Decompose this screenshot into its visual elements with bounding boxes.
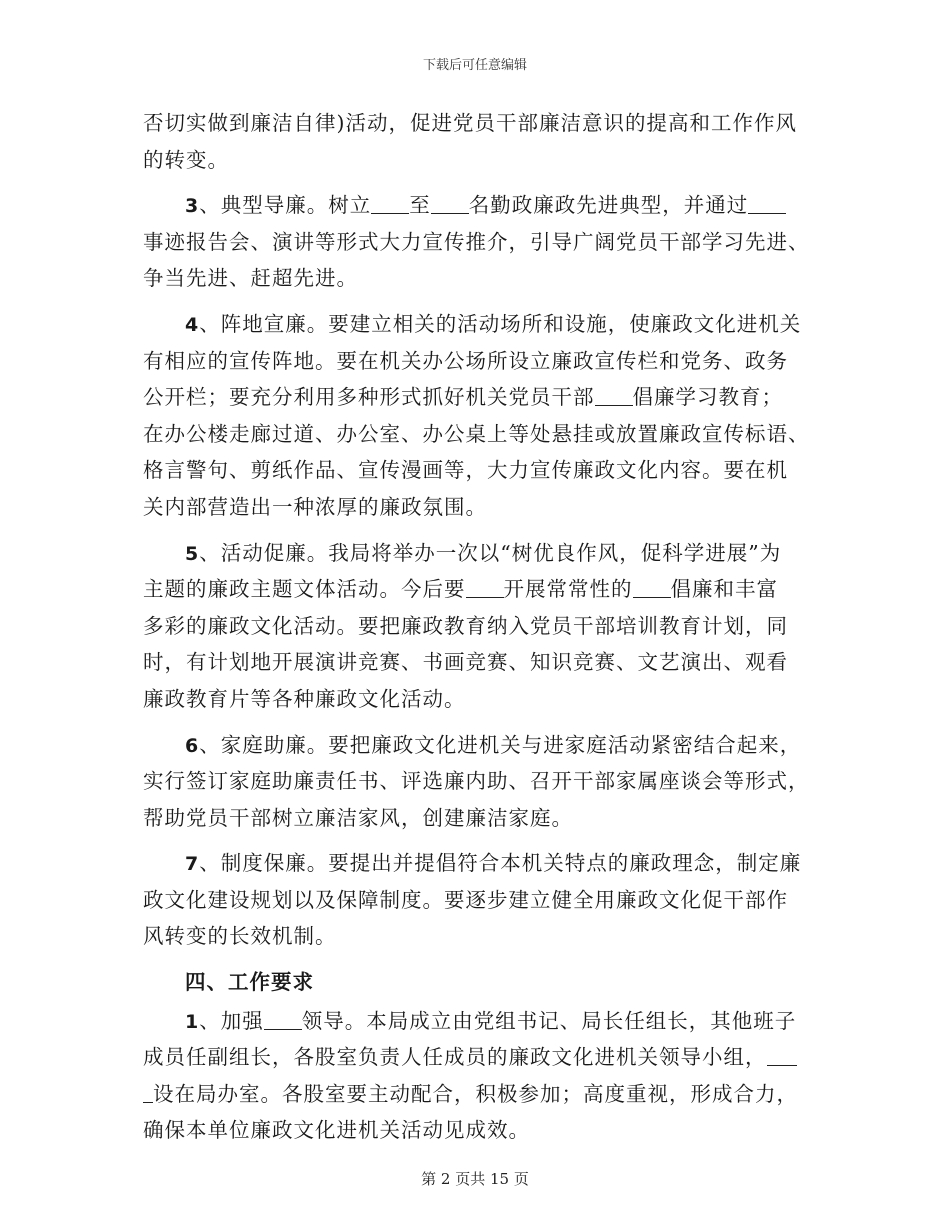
item-number: 7	[185, 853, 200, 876]
paragraph-3-line	[143, 187, 808, 224]
text-line	[143, 1076, 808, 1113]
paragraph-5-line	[143, 535, 808, 572]
paragraph-4-line	[143, 306, 808, 343]
fill-blank	[633, 575, 671, 598]
fill-blank	[748, 191, 786, 214]
text-line: 政文化建设规划以及保障制度。要逐步建立健全用廉政文化促干部作	[143, 887, 788, 912]
page-header: 下载后可任意编辑	[422, 58, 527, 73]
text-line: 廉政教育片等各种廉政文化活动。	[143, 686, 466, 711]
text-line: 争当先进、赶超先进。	[143, 266, 358, 291]
text-line: 在办公楼走廊过道、办公室、办公桌上等处悬挂或放置廉政宣传标语、	[143, 421, 810, 446]
text-line: 确保本单位廉政文化进机关活动见成效。	[143, 1118, 530, 1143]
text-line: 时，有计划地开展演讲竞赛、书画竞赛、知识竞赛、文艺演出、观看	[143, 650, 788, 675]
fill-blank	[431, 191, 469, 214]
text-line: 格言警句、剪纸作品、宣传漫画等，大力宣传廉政文化内容。要在机	[143, 458, 788, 483]
text-line: 风转变的长效机制。	[143, 924, 337, 949]
text-line	[143, 571, 808, 608]
text-line: 帮助党员干部树立廉洁家风，创建廉洁家庭。	[143, 805, 573, 830]
fill-blank	[143, 1080, 153, 1103]
item-number: 6	[185, 734, 200, 757]
text-span: 开展常常性的	[503, 577, 633, 602]
fill-blank	[371, 191, 409, 214]
text-span: 设在局办室。各股室要主动配合，积极参加；高度重视，形成合力，	[153, 1081, 798, 1106]
page-footer: 第 2 页共 15 页	[421, 1170, 529, 1188]
text-span: 主题的廉政主题文体活动。今后要	[143, 577, 466, 602]
item-number: 3	[185, 195, 200, 218]
text-span: 倡廉和丰富	[670, 577, 778, 602]
text-line: 的转变。	[143, 147, 229, 172]
text-span: 名勤政廉政先进典型，并通过	[468, 193, 749, 218]
text-span: 、活动促廉。我局将举办一次以“树优良作风，促科学进展”为	[199, 540, 782, 565]
text-span: 、制度保廉。要提出并提倡符合本机关特点的廉政理念，制定廉	[199, 851, 802, 876]
item-number: 4	[185, 313, 200, 336]
text-span: 领导。本局成立由党组书记、局长任组长，其他班子	[301, 1008, 797, 1033]
text-span: 、典型导廉。树立	[199, 193, 372, 218]
text-line: 多彩的廉政文化活动。要把廉政教育纳入党员干部培训教育计划，同	[143, 613, 788, 638]
item-number: 1	[185, 1010, 200, 1033]
text-line	[143, 379, 808, 416]
fill-blank	[767, 1043, 797, 1066]
text-line: 事迹报告会、演讲等形式大力宣传推介，引导广阔党员干部学习先进、	[143, 229, 810, 254]
text-span: 公开栏；要充分利用多种形式抓好机关党员干部	[143, 385, 595, 410]
text-line: 有相应的宣传阵地。要在机关办公场所设立廉政宣传栏和党务、政务	[143, 348, 788, 373]
text-span: 、阵地宣廉。要建立相关的活动场所和设施，使廉政文化进机关	[199, 311, 802, 336]
text-line: 关内部营造出一种浓厚的廉政氛围。	[143, 494, 487, 519]
fill-blank	[466, 575, 504, 598]
document-body	[143, 105, 808, 1149]
section-heading: 四、工作要求	[185, 970, 314, 995]
requirement-1-line	[143, 1003, 808, 1040]
text-line: 否切实做到廉洁自律)活动，促进党员干部廉洁意识的提高和工作作风	[143, 111, 797, 135]
fill-blank	[264, 1007, 302, 1030]
text-span: 、加强	[199, 1008, 264, 1033]
text-span: 倡廉学习教育；	[632, 385, 783, 410]
text-line	[143, 1039, 808, 1076]
paragraph-7-line	[143, 845, 808, 882]
text-span: 至	[409, 193, 431, 218]
text-span: 、家庭助廉。要把廉政文化进机关与进家庭活动紧密结合起来，	[199, 732, 802, 757]
item-number: 5	[185, 542, 200, 565]
paragraph-6-line	[143, 727, 808, 764]
text-line: 实行签订家庭助廉责任书、评选廉内助、召开干部家属座谈会等形式，	[143, 769, 810, 794]
fill-blank	[595, 383, 633, 406]
text-span: 成员任副组长，各股室负责人任成员的廉政文化进机关领导小组，	[143, 1045, 767, 1070]
